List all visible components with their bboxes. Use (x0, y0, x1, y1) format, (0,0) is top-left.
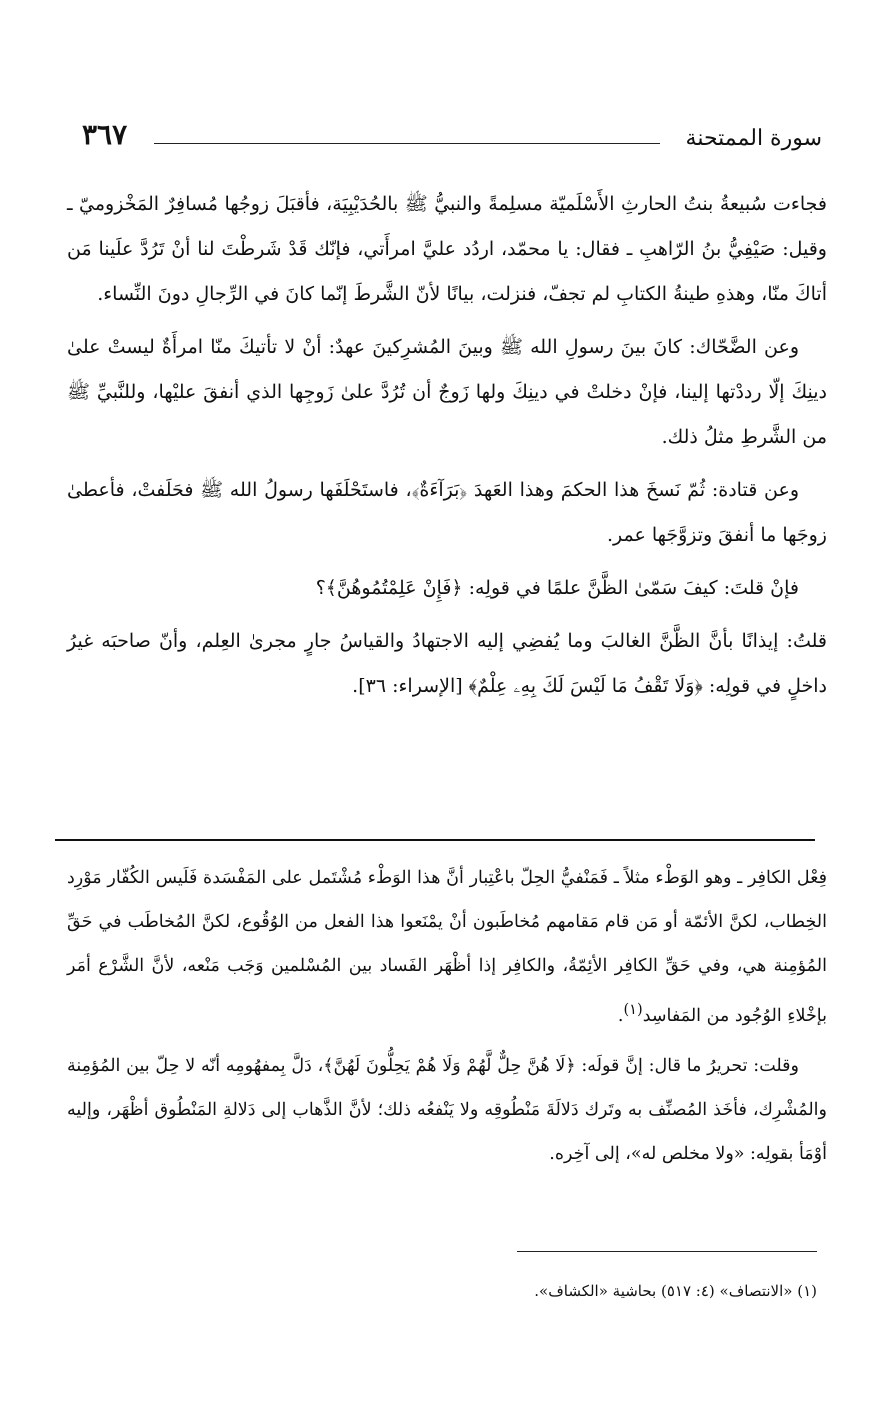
header-rule (154, 143, 660, 144)
commentary-paragraph-text: فِعْل الكافِر ـ وهو الوَطْء مثلاً ـ فَمَنْفيُّ الحِلّ باعْتِبار أنَّ هذا الوَطْء مُشْتَمل على المَفْسَدة فَلَيس الكُفّار مَوْرِد الخِطاب، لكنَّ الأئمّة أو مَن قام مَقامهم مُخاطَبون أنْ يمْنَعوا هذا الفعل من الوُقُوع، لكنَّ المُخاطَب في حَقِّ المُؤمِنة هي، وفي حَقِّ الكافِر الأئِمّةُ، والكافِر إذا أظْهَر الفَساد بين المُسْلمين وَجَب مَنْعه، لأنَّ الشَّرْع أمَر بإخْلاءِ الوُجُود من المَفاسِد (67, 868, 827, 1026)
page-header (82, 112, 822, 160)
main-paragraph: وعن الضَّحّاك: كانَ بينَ رسولِ الله ﷺ وبينَ المُشرِكينَ عهدٌ: أنْ لا تأتيكَ منّا امرأَةٌ ليستْ علىٰ دينِكَ إلّا رددْتها إلينا، فإنْ دخلتْ في دينِكَ ولها زَوجٌ أن تُرُدَّ علىٰ زَوجِها الذي أنفقَ عليْها، وللنَّبيِّ ﷺ من الشَّرطِ مثلُ ذلك. (67, 336, 827, 448)
commentary-divider (55, 839, 815, 841)
running-title: سورة الممتحنة (685, 126, 822, 151)
main-paragraph: قلتُ: إيذانًا بأنَّ الظَّنَّ الغالبَ وما يُفضِي إليه الاجتهادُ والقياسُ جارٍ مجرىٰ العِلم، وأنّ صاحبَه غيرُ داخلٍ في قولِه: ﴿وَلَا تَقْفُ مَا لَيْسَ لَكَ بِهِۦ عِلْمٌ﴾ [الإسراء: ٣٦]. (67, 630, 827, 697)
main-paragraph: فإنْ قلتَ: كيفَ سَمّىٰ الظَّنَّ علمًا في قولِه: ﴿فَإِنْ عَلِمْتُمُوهُنَّ﴾؟ (315, 577, 799, 599)
main-text (67, 182, 827, 717)
footnotes (77, 1278, 817, 1304)
main-paragraph: وعن قتادة: ثُمّ نَسخَ هذا الحكمَ وهذا العَهدَ ﴿بَرَآءَةٌ﴾، فاستَحْلَفَها رسولُ الله ﷺ فحَلَفتْ، فأعطىٰ زوجَها ما أنفقَ وتزوَّجَها عمر. (67, 479, 827, 546)
page-number: ٣٦٧ (82, 118, 128, 151)
footnote: (١) «الانتصاف» (٤: ٥١٧) بحاشية «الكشاف». (534, 1282, 817, 1300)
footnote-rule (517, 1251, 817, 1252)
commentary-text (67, 856, 827, 1182)
commentary-paragraph: وقلت: تحريرُ ما قال: إنَّ قولَه: ﴿لَا هُنَّ حِلٌّ لَّهُمْ وَلَا هُمْ يَحِلُّونَ لَهُنَّ﴾، دَلَّ بِمفهُومِه أنّه لا حِلّ بين المُؤمِنة والمُشْرِك، فأخَذ المُصنِّف به وتَرك دَلالَةَ مَنْطُوقِه ولا يَنْفعُه ذلك؛ لأنَّ الذَّهاب إلى دَلالةِ المَنْطُوق أظْهَر، وإليه أوْمَأ بقولِه: «ولا مخلص له»، إلى آخِره. (67, 1055, 827, 1164)
main-paragraph: فجاءت سُبيعةُ بنتُ الحارثِ الأَسْلَميّة مسلِمةً والنبيُّ ﷺ بالحُدَيْبِيَة، فأقبَلَ زوجُها مُسافِرٌ المَخْزوميّ ـ وقيل: صَيْفِيُّ بنُ الرّاهبِ ـ فقال: يا محمّد، اردُد عليَّ امرأَتي، فإنّك قَدْ شَرطْتَ لنا أنْ تَرُدَّ علَينا مَن أتاكَ منّا، وهذهِ طينةُ الكتابِ لم تجفّ، فنزلت، بيانًا لأنّ الشَّرطَ إنّما كانَ في الرِّجالِ دونَ النِّساء. (67, 193, 827, 305)
commentary-paragraph: فِعْل الكافِر ـ وهو الوَطْء مثلاً ـ فَمَنْفيُّ الحِلّ باعْتِبار أنَّ هذا الوَطْء مُشْتَمل على المَفْسَدة فَلَيس الكُفّار مَوْرِد الخِطاب، لكنَّ الأئمّة أو مَن قام مَقامهم مُخاطَبون أنْ يمْنَعوا هذا الفعل من الوُقُوع، لكنَّ المُخاطَب في حَقِّ المُؤمِنة هي، وفي حَقِّ الكافِر الأئِمّةُ، والكافِر إذا أظْهَر الفَساد بين المُسْلمين وَجَب مَنْعه، لأنَّ الشَّرْع أمَر بإخْلاءِ الوُجُود من المَفاسِد$^{(١)}$. (67, 868, 827, 1026)
footnote-reference: (١) (623, 1001, 643, 1018)
